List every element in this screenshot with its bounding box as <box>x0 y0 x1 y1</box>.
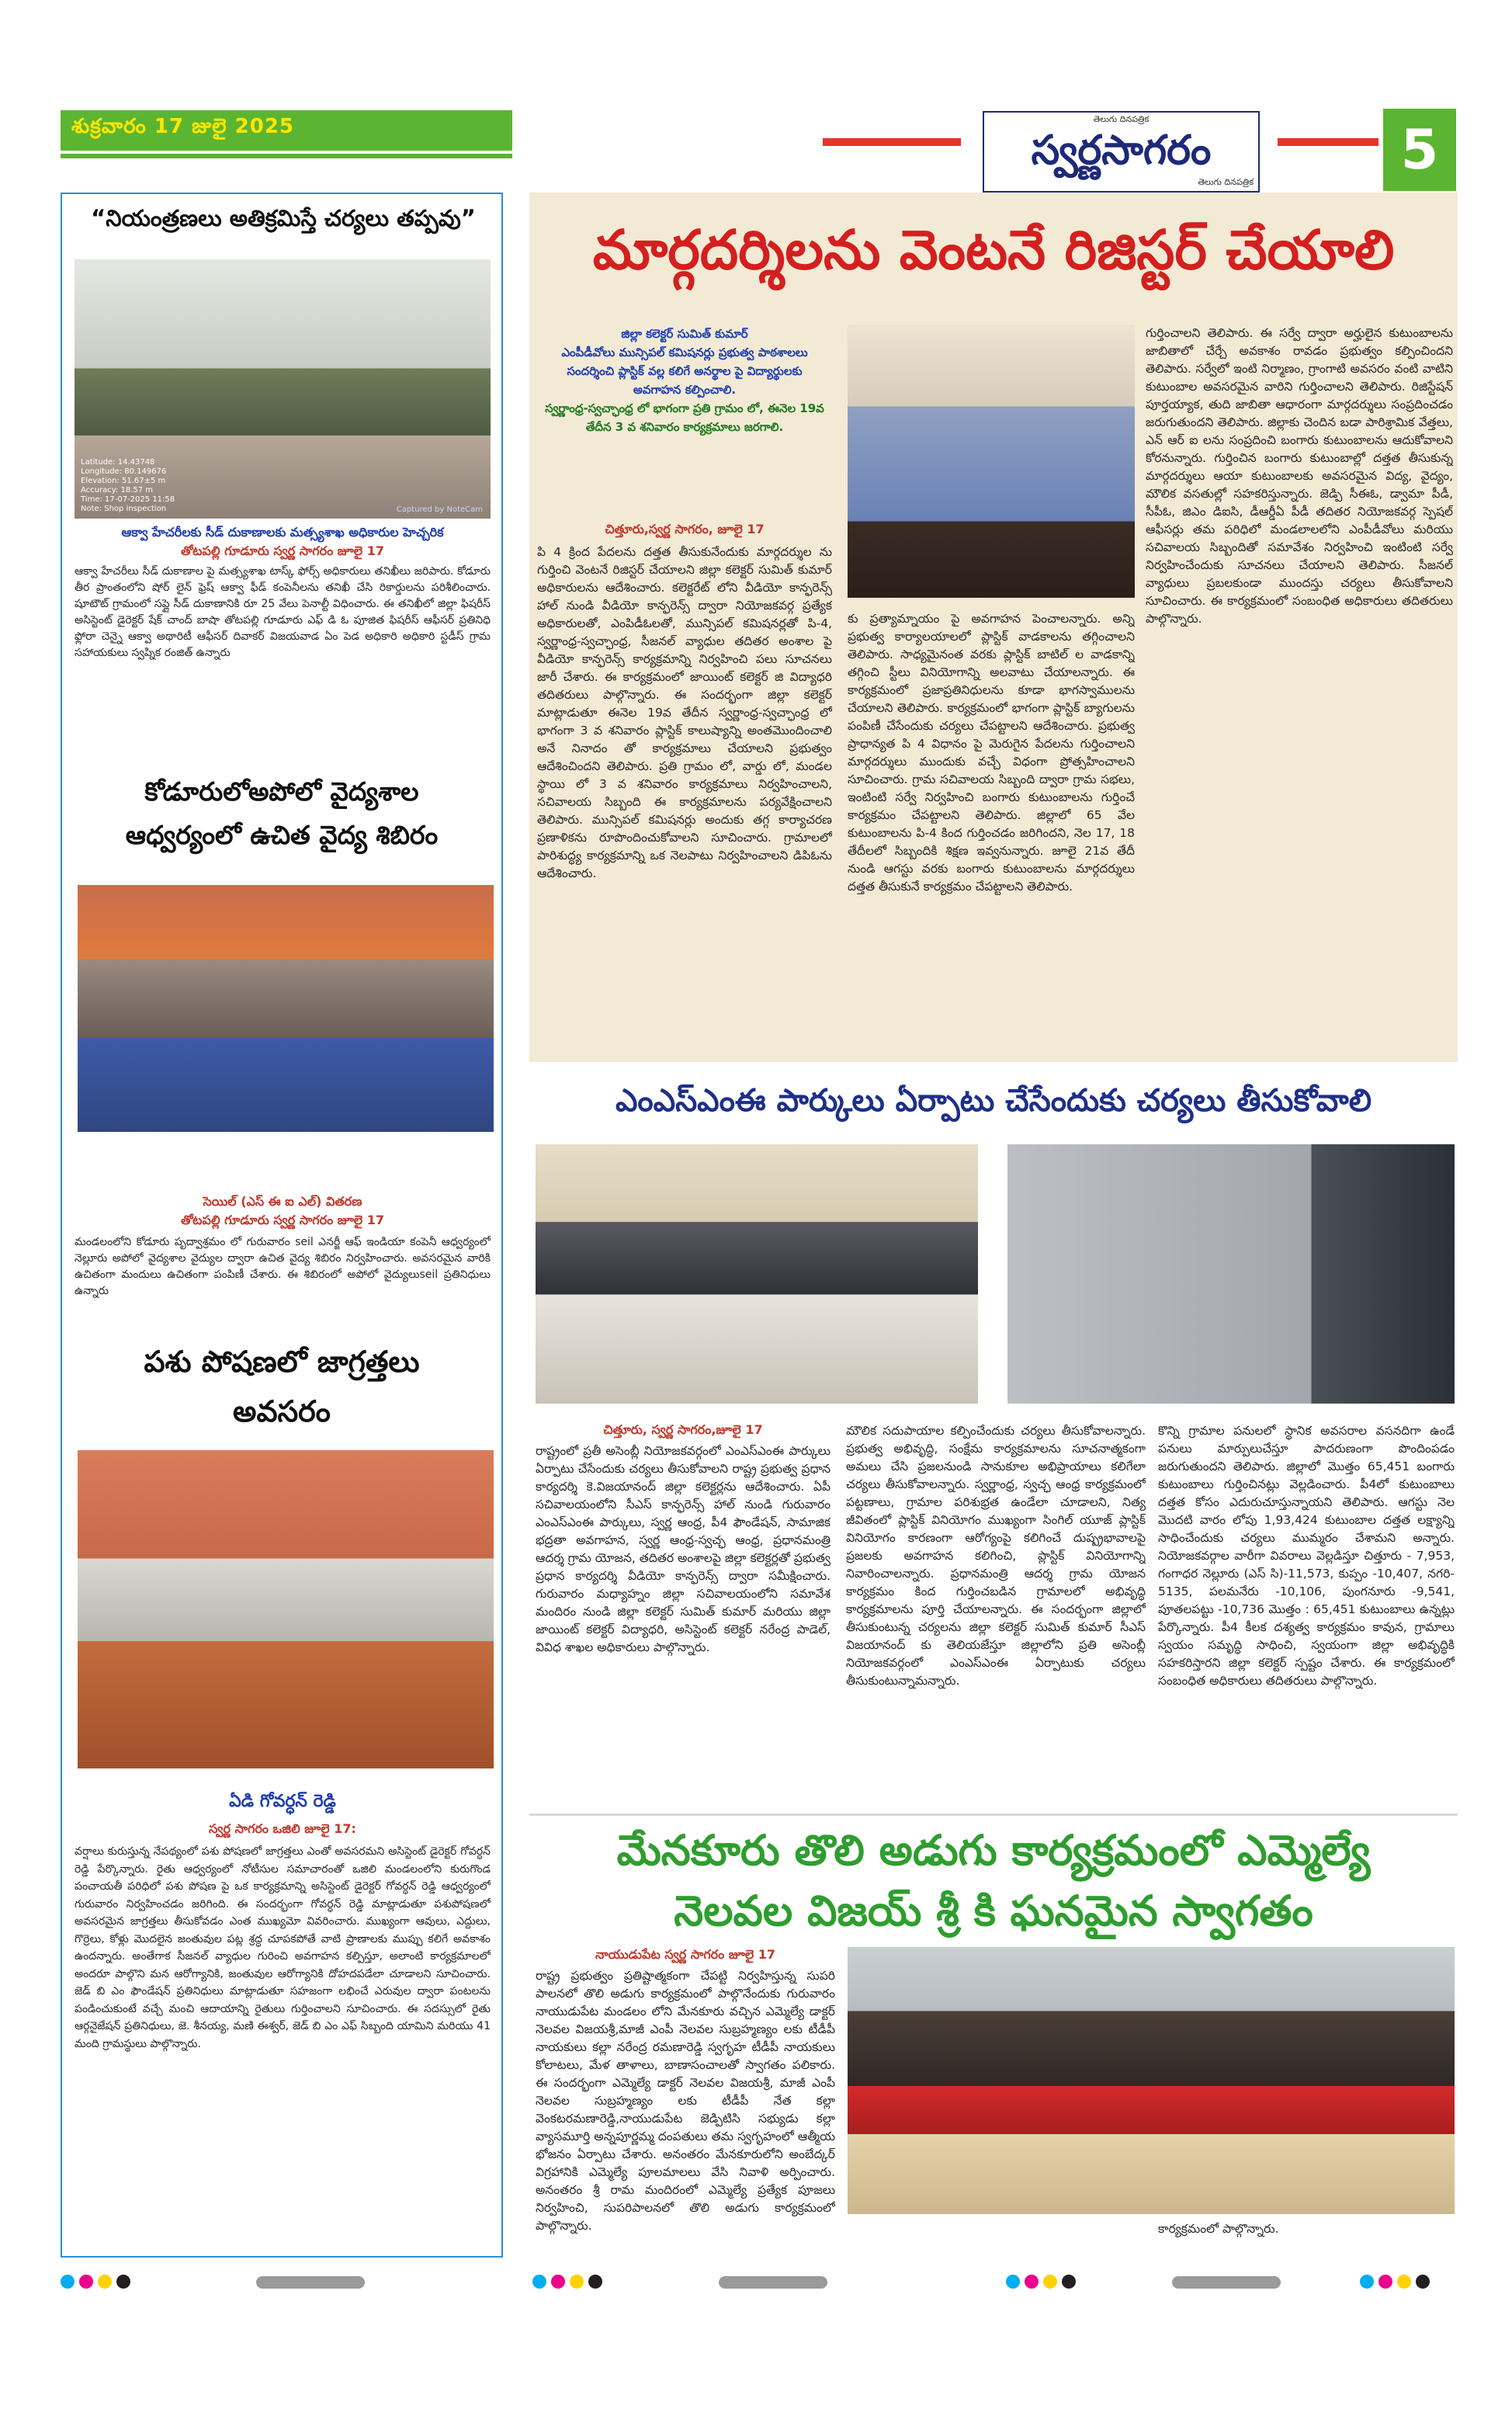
footer-marks-3 <box>1006 2275 1076 2292</box>
a1-photo-overlay: Latitude: 14.43748 Longitude: 80.149676 Elevation: 51.67±5 m Accuracy: 18.57 m Time: 17-07-2025 11:58 Note: Shop inspection <box>81 458 175 513</box>
a3-body: వర్షాలు కురుస్తున్న నేపథ్యంలో పశు పోషణలో జాగ్రత్తలు ఎంతో అవసరమని అసిస్టెంట్ డైరెక్టర్ గోవర్ధన్ రెడ్డి పేర్కొన్నారు. రైతు ఆధ్వర్యంలో నోటీసుల సమాచారంతో ఒజిలి మండలంలోని కురుగొండ పంచాయతీ పరిధిలో పశు పోషణ పై ఒక కార్యక్రమాన్ని అసిస్టెంట్ డైరెక్టర్ గోవర్ధన్ రెడ్డి ఆధ్వర్యంలో గురువారం నిర్వహించడం జరిగింది. ఈ సందర్భంగా గోవర్ధన్ రెడ్డి మాట్లాడుతూ పశుపోషణలో అవసరమైన జాగ్రత్తలు తీసుకోవడం ఎంత ముఖ్యమో వివరించారు. ముఖ్యంగా ఆవులు, ఎద్దులు, గొర్రెలు, కోళ్లు మొదలైన జంతువుల పట్ల శ్రద్ధ చూపకపోతే వాటి ప్రాణాలకు ముప్పు కలిగే అవకాశం ఉందన్నారు. అంతేగాక సీజనల్ వ్యాధుల గురించి అవగాహన కల్పిస్తూ, అలాంటి కార్యక్రమాలలో అందరూ పాల్గొని మన ఆరోగ్యానికి, జంతువుల ఆరోగ్యానికి దోహదపడేలా చూడాలని సూచించారు. జెడ్ బి ఎం ఫౌండేషన్ ప్రతినిధులు మాట్లాడుతూ సహజంగా లభించే ఎరువుల ద్వారా పంటలను పండించుకుంటే వచ్చే మంచి ఆదాయాన్ని రైతులు గుర్తించాలని సూచించారు. ఈ సదస్సులో రైతు ఆర్గనైజేషన్ ప్రతినిధులు, జె. శీనయ్య, మణి ఈశ్వర్, జెడ్ బి ఎం ఎఫ్ సిబ్బంది యామిని మరియు 41 మంది గ్రామస్థులు పాల్గొన్నారు. <box>75 1845 491 2050</box>
footer-marks-2 <box>532 2275 602 2292</box>
footer-bar <box>0 2267 1512 2313</box>
masthead-title: స్వర్ణసాగరం <box>1031 127 1212 174</box>
a2-body: మండలంలోని కోడూరు పృద్వాశ్రమం లో గురువారం seil ఎనర్జీ ఆఫ్ ఇండియా కంపెనీ ఆధ్వర్యంలో నెల్లూరు అపోలో వైద్యశాల వైద్యుల ద్వారా ఉచిత వైద్య శిబిరం నిర్వహించారు. అవసరమైన వారికి ఉచితంగా మందులు ఉచితంగా పంపిణీ చేశారు. ఈ శిబిరంలో అపోలో వైద్యులుseil ప్రతినిధులు ఉన్నారు <box>75 1236 491 1297</box>
lead-photo <box>848 325 1135 598</box>
a1-photo-credit: Captured by NoteCam <box>396 505 483 514</box>
reg-dot-magenta <box>1378 2275 1392 2289</box>
footer-bar-gray-1 <box>256 2276 365 2289</box>
reg-dot-magenta <box>551 2275 565 2289</box>
reg-dot-yellow <box>570 2275 584 2289</box>
lead-col3: గుర్తించాలని తెలిపారు. ఈ సర్వే ద్వారా అర్హులైన కుటుంబాలను జాబితాలో చేర్చే అవకాశం రావడం ప్రభుత్వం కల్పించిందని తెలిపారు. సర్వేలో ఇంటి నిర్మాణం, గ్రాంగాటి అవసరం వంటి వాటిని కుటుంబాల అవసరమైన వారిని గుర్తించాలని తెలిపారు. రిజిస్టేషన్ పూర్తయ్యాక, తుది జాబితా ఆధారంగా మార్గదర్శులు సంప్రదించడం జరుగుతుందని తెలిపారు. జిల్లాకు చెందిన బడా పారిశ్రామిక వేత్తలు, ఎన్ ఆర్ ఐ లను సంప్రదించి బంగారు కుటుంబాలను ఆదుకోవాలని కోరనున్నారు. గుర్తించిన బంగారు కుటుంబాల్లో దత్తత తీసుకున్న మార్గదర్శులు ఆయా కుటుంబాలకు అవసరమైన విద్య, వైద్యం, మౌలిక వసతుల్లో సహకరిస్తున్నారు. జెడ్పి సీఈఓ, డ్వామా పీడీ, సీపీఓ, జిఎం డిఐసి, డీఆర్డీఏ పీడీ తదితర నియోజకవర్గ స్పెషల్ ఆఫీసర్లు తమ పరిధిలో మండలాలలోని ఎంపీడీవోలు మరియు సచివాలయ సిబ్బందితో సమావేశం నిర్వహించి ఇంటింటి సర్వే నిర్వహించేందుకు సూచనలు చేయాలని తెలిపారు. సీజనల్ వ్యాధులు ప్రబలకుండా ముందస్తు చర్యలు తీసుకోవాలని సూచించారు. ఈ కార్యక్రమంలో సంబంధిత అధికారులు తదితరులు పాల్గొన్నారు. <box>1146 326 1453 626</box>
reg-dot-cyan <box>1360 2275 1374 2289</box>
reg-dot-cyan <box>1006 2275 1020 2289</box>
a1-headline: “నియంత్రణలు అతిక్రమిస్తే చర్యలు తప్పవు” <box>91 205 476 231</box>
lead-sub-1: జిల్లా కలెక్టర్ సుమిత్ కుమార్ <box>621 327 748 341</box>
lead-subs <box>537 325 832 436</box>
reg-dot-yellow <box>1043 2275 1057 2289</box>
a1-caption: ఆక్వా హేచరీలకు సీడ్ దుకాణాలకు మత్స్యశాఖ అధికారుల హెచ్చరిక <box>121 525 444 540</box>
a2-photo <box>78 885 494 1132</box>
a3-photo <box>78 1450 494 1768</box>
header-rule-right <box>1278 138 1378 146</box>
lead-sub-2: ఎంపీడీవోలు మున్సిపల్ కమిషనర్లు ప్రభుత్వ పాఠశాలలు <box>561 345 808 359</box>
reg-dot-magenta <box>79 2275 93 2289</box>
lead-headline: మార్గదర్శిలను వెంటనే రిజిస్టర్ చేయాలి <box>592 218 1395 282</box>
reg-dot-cyan <box>61 2275 75 2289</box>
menakuru-body-left: రాష్ట్ర ప్రభుత్వం ప్రతిష్టాత్మకంగా చేపట్టి నిర్వహిస్తున్న సుపరి పాలనలో తొలి అడుగు కార్యక్రమంలో పాల్గొనేందుకు గురువారం నాయుడుపేట మండలం లోని మేనకూరు వచ్చిన ఎమ్మెల్యే డాక్టర్ నెలవల విజయశ్రీ,మాజీ ఎంపీ నెలవల సుబ్రహ్మణ్యం లకు టీడీపీ నాయకులు కల్లా నరేంద్ర రమణారెడ్డి స్వగృహ టీడీపీ నాయకులు కోలాటలు, మేళ తాళాలు, బాణాసంచాలతో స్వాగతం పలికారు. ఈ సందర్భంగా ఎమ్మెల్యే డాక్టర్ నెలవల విజయశ్రీ, మాజీ ఎంపీ నెలవల సుబ్రహ్మణ్యం లకు టీడీపీ నేత కల్లా వెంకటరమణారెడ్డి,నాయుడుపేట జెడ్పిటిసి సభ్యుడు కల్లా వ్యాసమూర్తి అన్నపూర్ణమ్మ దంపతులు తమ స్వగృహంలో ఆత్మీయ భోజనం ఏర్పాటు చేశారు. అనంతరం మేనకూరులోని అంబేద్కర్ విగ్రహానికి ఎమ్మెల్యే పూలమాలలు వేసి నివాళి అర్పించారు. అనంతరం శ్రీ రామ మందిరంలో ఎమ్మెల్యే ప్రత్యేక పూజలు నిర్వహించి, సుపరిపాలనలో తొలి అడుగు కార్యక్రమంలో పాల్గొన్నారు. <box>536 1969 835 2233</box>
reg-dot-yellow <box>1397 2275 1411 2289</box>
reg-dot-black <box>116 2275 130 2289</box>
lead-dateline: చిత్తూరు,స్వర్ణ సాగరం, జూలై 17 <box>605 522 765 536</box>
a2-caption: సెయిల్ (ఎస్ ఈ ఐ ఎల్) వితరణ <box>203 1194 362 1209</box>
masthead-box <box>983 111 1260 193</box>
masthead-small-bottom: తెలుగు దినపత్రిక <box>1198 177 1254 187</box>
msme-headline: ఎంఎస్ఎంఈ పార్కులు ఏర్పాటు చేసేందుకు చర్యలు తీసుకోవాలి <box>615 1083 1372 1119</box>
footer-marks-1 <box>61 2275 130 2292</box>
footer-marks-4 <box>1360 2275 1430 2292</box>
header-rule-left <box>823 138 961 146</box>
menakuru-body-right: కార్యక్రమంలో పాల్గొన్నారు. <box>1158 2222 1279 2236</box>
lead-sub-5: స్వర్ణాంధ్ర-స్వచ్ఛాంధ్ర లో భాగంగా ప్రతి గ్రామం లో, ఈనెల 19వ తేదీన 3 వ శనివారం కార్యక్రమాలు జరగాలి. <box>545 401 824 434</box>
menakuru-headline-1: మేనకూరు తొలి అడుగు కార్యక్రమంలో ఎమ్మెల్యే <box>616 1826 1371 1875</box>
footer-bar-gray-3 <box>1172 2276 1281 2289</box>
reg-dot-black <box>1416 2275 1430 2289</box>
menakuru-photo <box>848 1947 1455 2214</box>
lead-sub-4: అవగాహన కల్పించాలి. <box>633 383 737 397</box>
lead-sub-3: సందర్శించి ప్లాస్టిక్ వల్ల కలిగే అనర్థాల పై విద్యార్థులకు <box>567 364 803 378</box>
menakuru-headline-2: నెలవల విజయ్ శ్రీ కి ఘనమైన స్వాగతం <box>674 1886 1313 1935</box>
msme-col2: మౌలిక సదుపాయాల కల్పించేందుకు చర్యలు తీసుకోవాలన్నారు. ప్రభుత్వ అభివృద్ధి, సంక్షేమ కార్యక్రమాలను సూచనాత్మకంగా అమలు చేసి ప్రజలనుండి సానుకూల అభిప్రాయాలు కలిగేలా చర్యలు తీసుకోవాలన్నారు. స్వర్ణాంధ్ర, స్వచ్ఛ ఆంధ్ర కార్యక్రమంలో పట్టణాలు, గ్రామాల పరిశుభ్రత ఉండేలా చూడాలని, నిత్య జీవితంలో ప్లాస్టిక్ వినియోగం ముఖ్యంగా సింగిల్ యూజ్ ప్లాస్టిక్ వినియోగం కారణంగా ఆరోగ్యంపై కలిగించే దుష్ప్రభావాలపై ప్రజలకు అవగాహన కలిగించి, ప్లాస్టిక్ వినియోగాన్ని నివారించాలన్నారు. ప్రధానమంత్రి ఆదర్శ గ్రామ యోజన కార్యక్రమం కింద గుర్తించబడిన గ్రామాలలో అభివృద్ధి కార్యక్రమాలను పూర్తి చేయాలన్నారు. ఈ సందర్భంగా జిల్లాలో తీసుకుంటున్న చర్యలను జిల్లా కలెక్టర్ సుమిత్ కుమార్ సీఎస్ విజయానంద్ కు తెలియజేస్తూ జిల్లాలోని ప్రతి అసెంబ్లీ నియోజకవర్గంలో ఎంఎస్ఎంఈ ఏర్పాటుకు చర్యలు తీసుకుంటున్నామన్నారు. <box>846 1424 1146 1688</box>
header-date: శుక్రవారం 17 జులై 2025 <box>71 115 295 138</box>
lead-col1: పి 4 క్రింద పేదలను దత్తత తీసుకునేందుకు మార్గదర్శుల ను గుర్తించి వెంటనే రిజిస్టర్ చేయాలని జిల్లా కలెక్టర్ సుమిత్ కుమార్ అధికారులను ఆదేశించారు. కలెక్టరేట్ లోని వీడియో కాన్ఫరెన్స్ హాల్ నుండి వీడియో కాన్ఫరెన్స్ ద్వారా నియోజకవర్గ ప్రత్యేక అధికారులతో, ఎంపిడీఓలతో, మున్సిపల్ కమిషనర్లతో పి-4, స్వర్ణాంధ్ర-స్వచ్ఛాంధ్ర, సీజనల్ వ్యాధుల తదితర అంశాల పై వీడియో కాన్ఫరెన్స్ కార్యక్రమాన్ని నిర్వహించి పలు సూచనలు జారీ చేశారు. ఈ కార్యక్రమంలో జాయింట్ కలెక్టర్ జి విద్యాధరి తదితరులు పాల్గొన్నారు. ఈ సందర్భంగా జిల్లా కలెక్టర్ మాట్లాడుతూ ఈనెల 19వ తేదీన స్వర్ణాంధ్ర-స్వచ్ఛాంధ్ర లో భాగంగా 3 వ శనివారం ప్లాస్టిక్ కాలుష్యాన్ని అంతమొందించాలి అనే నినాదం తో కార్యక్రమాలు చేయాలని ప్రభుత్వం ఆదేశించిందని తెలిపారు. ప్రతి గ్రామం లో, వార్డు లో, మండల స్థాయి లో 3 వ శనివారం కార్యక్రమాలు నిర్వహించాలని, సచివాలయ సిబ్బంది ఈ కార్యక్రమాలను పర్యవేక్షించాలని తెలిపారు. మున్సిపల్ కమిషనర్లు అందుకు తగ్గ కార్యాచరణ ప్రణాళికను రూపొందించుకోవాలని సూచించారు. గ్రామాలలో పారిశుద్ధ్య కార్యక్రమాన్ని ఒక నెలపాటు నిర్వహించాలని డిపిఓను ఆదేశించారు. <box>537 545 832 880</box>
reg-dot-cyan <box>532 2275 546 2289</box>
masthead-small-top: తెలుగు దినపత్రిక <box>1093 114 1150 124</box>
page-number: 5 <box>1400 118 1439 182</box>
msme-col3: కొన్ని గ్రామాల పనులలో స్థానిక అవసరాల వసనదిగా ఉండే పనులు మార్పులుచేస్తూ పాదరుణంగా పొందింపడం జరుగుతుందని తెలిపారు. జిల్లాలో మొత్తం 65,451 బంగారు కుటుంబాలు గుర్తించినట్లు వెల్లడించారు. పీ4లో కుటుంబాలు దత్తత కోసం ఎదురుచూస్తున్నాయని తెలిపారు. ఆగస్టు నెల మొదటి వారం లోపు 1,93,424 కుటుంబాల దత్తత లక్ష్యాన్ని సాధించేందుకు చర్యలు ముమ్మరం చేశామని అన్నారు. నియోజకవర్గాల వారీగా వివరాలు వెల్లడిస్తూ చిత్తూరు - 7,953, గంగాధర నెల్లూరు (ఎస్ సి)-11,573, కుప్పం -10,407, నగరి- 5135, పలమనేరు -10,106, పుంగనూరు -9,541, పూతలపట్టు -10,736 మొత్తం : 65,451 కుటుంబాలు ఉన్నట్లు పేర్కొన్నారు. పీ4 కీలక దశ్యత్వ కార్యక్రమం కావున, గ్రామాలు స్వయం సమృద్ధి సాధించి, స్వయంగా జిల్లా అభివృద్ధికి సహకరిస్తారని జిల్లా కలెక్టర్ స్పష్టం చేశారు. ఈ కార్యక్రమంలో సంబంధిత అధికారులు తదితరులు పాల్గొన్నారు. <box>1158 1424 1455 1688</box>
footer-bar-gray-2 <box>719 2276 827 2289</box>
menakuru-dateline: నాయుడుపేట స్వర్ణ సాగరం జూలై 17 <box>595 1947 776 1962</box>
reg-dot-yellow <box>98 2275 112 2289</box>
msme-photo-2 <box>1007 1144 1455 1404</box>
msme-dateline: చిత్తూరు, స్వర్ణ సాగరం,జూలై 17 <box>603 1422 763 1437</box>
a1-dateline: తోటపల్లి గూడూరు స్వర్ణ సాగరం జూలై 17 <box>181 543 384 558</box>
a2-headline: కోడూరులోఅపోలో వైద్యశాల ఆధ్వర్యంలో ఉచిత వైద్య శిబిరం <box>125 776 439 850</box>
header-date-underline <box>61 154 512 158</box>
a1-body: ఆక్వా హేచరీలు సీడ్ దుకాణాల పై మత్స్యశాఖ టాస్క్ ఫోర్స్ అధికారులు తనిఖీలు జరిపారు. కోడూరు తీర ప్రాంతంలోని షోర్ లైన్ ఫ్రెష్ ఆక్వా ఫీడ్ కంపెనీలను తనిఖీ చేసి రికార్డులను పరిశీలించారు. షూటౌట్ గ్రామంలో సప్లై సీడ్ దుకాణానికి రూ 25 వేలు పెనాల్టీ విధించారు. ఈ తనిఖీలో జిల్లా ఫిషరీస్ అసిస్టెంట్ డైరెక్టర్ షేక్ చాంద్ బాషా తోటపల్లి గూడూరు ఎఫ్ డి ఓ పూజిత ఫిషరీస్ ఆఫీసర్ ప్రతినిధి ఫ్లోరా చెన్నై ఆక్వా అథారిటీ ఆఫీసర్ దివాకర్ విజయవాడ ఏం పెడ అధికారి అధికారి స్టడీస్ గ్రామ సహాయకులు స్వప్నిక రంజిత్ ఉన్నారు <box>75 565 491 659</box>
reg-dot-black <box>1062 2275 1076 2289</box>
msme-col1: రాష్ట్రంలో ప్రతీ అసెంబ్లీ నియోజకవర్గంలో ఎంఎస్ఎంఈ పార్కులు ఏర్పాటు చేసేందుకు చర్యలు తీసుకోవాలని రాష్ట్ర ప్రభుత్వ ప్రధాన కార్యదర్శి కె.విజయానంద్ జిల్లా కలెక్టర్లను ఆదేశించారు. ఏపీ సచివాలయంలోని సీఎస్ కాన్ఫరెన్స్ హాల్ నుండి గురువారం ఎంఎస్ఎంఈ పార్కులు, స్వర్ణ ఆంధ్ర, పీ4 ఫౌండేషన్, సామాజిక భద్రతా అవగాహన, స్వర్ణ ఆంధ్ర-స్వచ్ఛ ఆంధ్ర, ప్రధానమంత్రి ఆదర్శ గ్రామ యోజన, తదితర అంశాలపై జిల్లా కలెక్టర్లతో ప్రభుత్వ ప్రధాన కార్యదర్శి వీడియో కాన్ఫరెన్స్ ద్వారా సమీక్షించారు. గురువారం మధ్యాహ్నం జిల్లా సచివాలయంలోని సమావేశ మందిరం నుండి జిల్లా కలెక్టర్ సుమిత్ కుమార్ మరియు జిల్లా జాయింట్ కలెక్టర్ విద్యాధరి, అసిస్టెంట్ కలెక్టర్ నరేంద్ర పాడెల్, వివిధ శాఖల అధికారులు పాల్గొన్నారు. <box>536 1444 831 1654</box>
lead-col2: కు ప్రత్యామ్నాయం పై అవగాహన పెంచాలన్నారు. అన్ని ప్రభుత్వ కార్యాలయాలలో ప్లాస్టిక్ వాడకాలను తగ్గించాలని తెలిపారు. సాధ్యమైనంత వరకు ప్లాస్టిక్ బాటిల్ ల వాడకాన్ని తగ్గించి స్టీలు వినియోగాన్ని అలవాటు చేయాలన్నారు. ఈ కార్యక్రమంలో ప్రజాప్రతినిధులను కూడా భాగస్వాములను చేయాలని తెలిపారు. కార్యక్రమంలో భాగంగా ప్లాస్టిక్ బ్యాగులను పంపిణీ చేసేందుకు చర్యలు చేపట్టాలని ఆదేశించారు. ప్రభుత్వ ప్రాధాన్యత పి 4 విధానం పై మెరుగైన పేదలను గుర్తించాలని మార్గదర్శులు ముందుకు వచ్చే విధంగా ప్రోత్సహించాలని సూచించారు. గ్రామ సచివాలయ సిబ్బంది ద్వారా గ్రామ సభలు, ఇంటింటి సర్వే నిర్వహించి బంగారు కుటుంబాలను గుర్తించే కార్యక్రమం చేపట్టాలని తెలిపారు. జిల్లాలో 65 వేల కుటుంబాలను పి-4 కింద గుర్తించడం జరిగిందని, నెల 17, 18 తేదీలలో సిబ్బందికి శిక్షణ ఇవ్వనున్నారు. జూలై 21వ తేదీ నుండి ఆగస్టు వరకు బంగారు కుటుంబాలను మార్గదర్శులు దత్తత తీసుకునే కార్యక్రమం చేపట్టాలని తెలిపారు. <box>848 612 1135 894</box>
a3-byline: ఏడి గోవర్ధన్ రెడ్డి <box>229 1792 336 1811</box>
a1-photo <box>75 259 491 519</box>
reg-dot-black <box>588 2275 602 2289</box>
reg-dot-magenta <box>1025 2275 1039 2289</box>
msme-photo-1 <box>536 1144 978 1404</box>
a2-dateline: తోటపల్లి గూడూరు స్వర్ణ సాగరం జూలై 17 <box>181 1213 384 1227</box>
a3-headline: పశు పోషణలో జాగ్రత్తలు అవసరం <box>144 1345 420 1428</box>
a3-dateline: స్వర్ణ సాగరం ఒజిలి జూలై 17: <box>209 1821 356 1836</box>
